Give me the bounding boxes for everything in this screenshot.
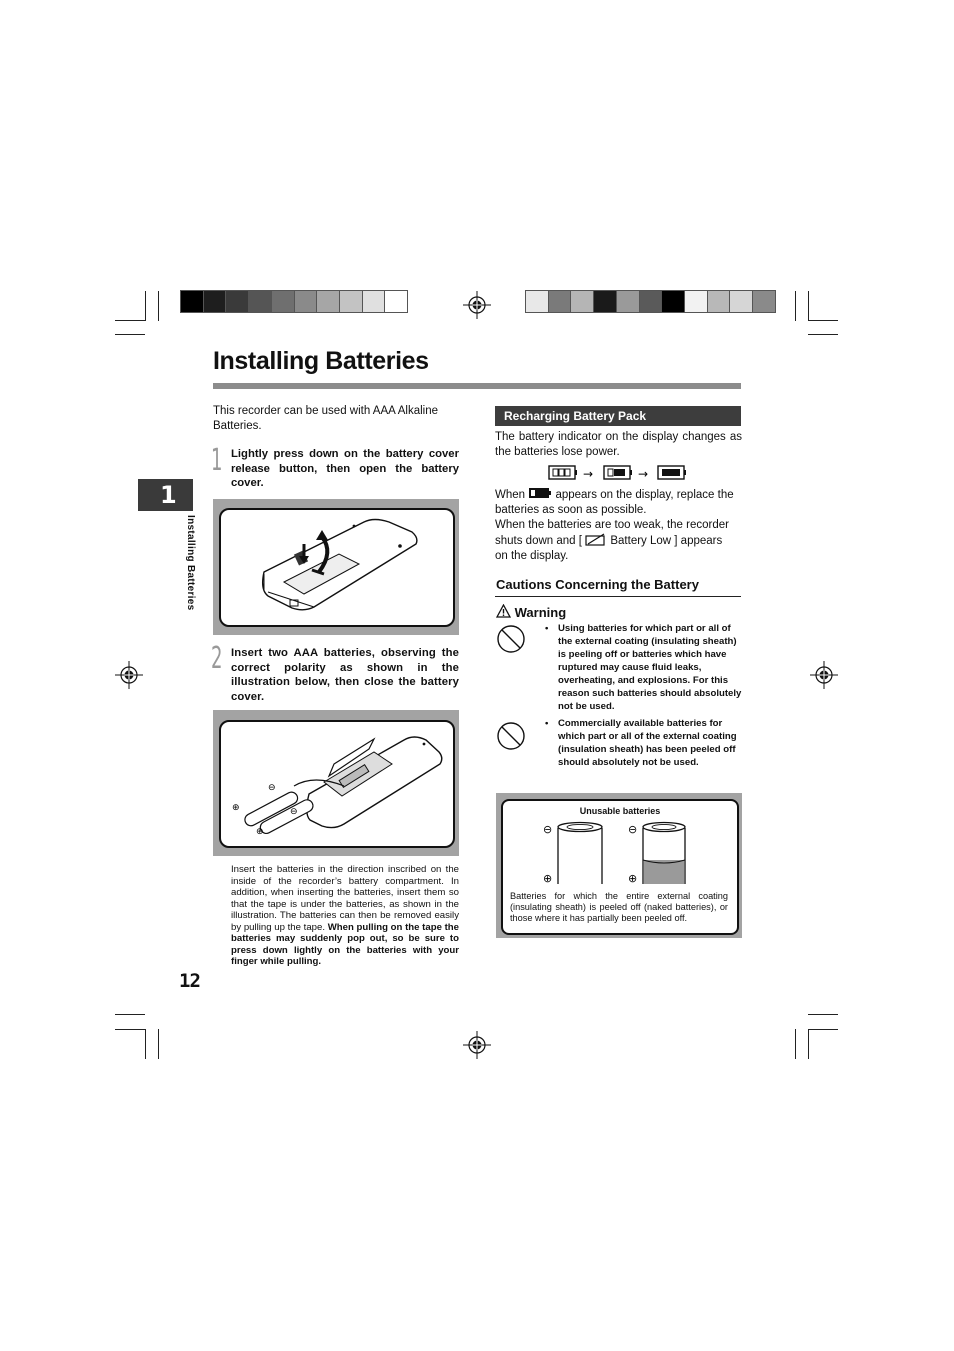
bullet-dot-icon: • — [545, 718, 549, 729]
color-swatch — [181, 291, 203, 312]
crop-mark — [158, 1029, 159, 1059]
crop-mark — [115, 320, 145, 321]
crop-mark — [115, 334, 145, 335]
color-swatch — [272, 291, 294, 312]
color-swatch — [549, 291, 571, 312]
svg-text:⊕: ⊕ — [232, 803, 240, 813]
display-line: on the display. — [495, 550, 569, 562]
crop-mark — [115, 1014, 145, 1015]
replace-batteries-text — [495, 487, 742, 564]
crop-mark — [145, 1029, 146, 1059]
color-swatch — [385, 291, 407, 312]
svg-text:⊕: ⊕ — [628, 872, 638, 885]
registration-mark-icon — [810, 661, 838, 689]
crop-mark — [808, 334, 838, 335]
battery-note-text: Insert the batteries in the direction inscribed on the inside of the recorder’s battery compartment. In addition, when inserting the batteries, insert them so that the tape is under the batteries, as shown in the illustration. The batteries can then be removed easily by pulling up the tape. — [231, 864, 459, 933]
prohibited-icon — [497, 722, 525, 750]
battery-low-icon — [585, 533, 607, 546]
crop-mark — [158, 291, 159, 321]
cautions-heading: Cautions Concerning the Battery — [496, 577, 699, 592]
title-rule — [213, 383, 741, 389]
color-swatch — [571, 291, 593, 312]
color-swatch — [640, 291, 662, 312]
color-swatch — [317, 291, 339, 312]
svg-text:⊖: ⊖ — [290, 807, 298, 817]
recorder-cover-illustration — [224, 512, 446, 620]
warning-bullet-text: Commercially available batteries for which part or all of the external coating (insulation sheath) has been peeled off should absolutely not be used. — [558, 718, 737, 768]
svg-text:⊖: ⊖ — [628, 823, 638, 836]
warning-triangle-icon — [496, 604, 511, 618]
warning-bullet — [545, 622, 742, 714]
color-swatch — [340, 291, 362, 312]
warning-label: Warning — [514, 605, 567, 620]
crop-mark — [808, 1029, 809, 1059]
color-swatch — [730, 291, 752, 312]
color-swatch — [204, 291, 226, 312]
battery-note-warning: When pulling on the tape the batteries may suddenly pop out, so be sure to press down lightly on the batteries with your finger while pulling. — [231, 921, 459, 967]
crop-mark — [145, 291, 146, 321]
battery-low-prefix: shuts down and [ — [495, 535, 582, 547]
crop-mark — [808, 1014, 838, 1015]
crop-mark — [795, 291, 796, 321]
step-number: 1 — [211, 443, 223, 478]
color-swatch — [617, 291, 639, 312]
registration-mark-icon — [463, 291, 491, 319]
color-swatch — [363, 291, 385, 312]
bullet-dot-icon: • — [545, 623, 549, 634]
replace-line: batteries as soon as possible. — [495, 504, 647, 516]
section-header-recharging — [495, 406, 741, 426]
unusable-batteries-illustration — [540, 818, 700, 888]
svg-text:⊖: ⊖ — [543, 823, 553, 836]
when-prefix: When — [495, 489, 526, 501]
battery-indicator-text: The battery indicator on the display changes as the batteries lose power. — [495, 431, 742, 458]
registration-mark-icon — [463, 1031, 491, 1059]
shutdown-line: When the batteries are too weak, the recorder — [495, 519, 729, 531]
crop-mark — [808, 320, 838, 321]
svg-text:⊕: ⊕ — [256, 827, 264, 837]
color-swatch — [526, 291, 548, 312]
warning-bullet — [545, 717, 742, 783]
svg-text:→: → — [638, 467, 649, 481]
chapter-side-label: Installing Batteries — [185, 515, 196, 611]
step-text: Lightly press down on the battery cover release button, then open the battery cover. — [231, 448, 459, 490]
cautions-rule — [495, 596, 741, 597]
registration-mark-icon — [115, 661, 143, 689]
color-swatch — [685, 291, 707, 312]
battery-note — [231, 864, 459, 968]
warning-heading — [496, 604, 566, 620]
crop-mark — [795, 1029, 796, 1059]
prohibited-icon — [497, 625, 525, 653]
crop-mark — [808, 1029, 838, 1030]
crop-mark — [808, 291, 809, 321]
chapter-number: 1 — [160, 481, 177, 509]
step-text: Insert two AAA batteries, observing the correct polarity as shown in the illustration below, then close the battery cover. — [231, 647, 459, 703]
unusable-batteries-caption: Batteries for which the entire external coating (insulating sheath) is peeled off (naked batteries), or those where it has partially been peeled off. — [510, 891, 728, 923]
color-swatch — [295, 291, 317, 312]
unusable-batteries-title: Unusable batteries — [579, 806, 661, 816]
color-swatch — [753, 291, 775, 312]
crop-mark — [115, 1029, 145, 1030]
battery-insertion-illustration — [224, 724, 446, 840]
color-swatch — [594, 291, 616, 312]
svg-text:⊖: ⊖ — [268, 783, 276, 793]
color-swatch — [226, 291, 248, 312]
battery-empty-icon — [528, 487, 552, 499]
step-number: 2 — [211, 641, 223, 676]
svg-text:→: → — [583, 467, 594, 481]
svg-text:⊕: ⊕ — [543, 872, 553, 885]
page-title: Installing Batteries — [213, 347, 429, 375]
page-number: 12 — [179, 970, 200, 992]
color-swatch — [662, 291, 684, 312]
battery-level-sequence-icon — [548, 464, 688, 482]
battery-low-suffix: Battery Low ] appears — [610, 535, 723, 547]
intro-text: This recorder can be used with AAA Alkaline Batteries. — [213, 405, 439, 432]
warning-bullet-text: Using batteries for which part or all of the external coating (insulating sheath) is peeling off or batteries which have ruptured may cause fluid leaks, overheating, and explosions. For this reason such batteries should absolutely not be used. — [558, 623, 742, 712]
color-swatch — [708, 291, 730, 312]
color-swatch — [249, 291, 271, 312]
when-suffix: appears on the display, replace the — [555, 489, 734, 501]
section-header-label: Recharging Battery Pack — [504, 409, 647, 423]
